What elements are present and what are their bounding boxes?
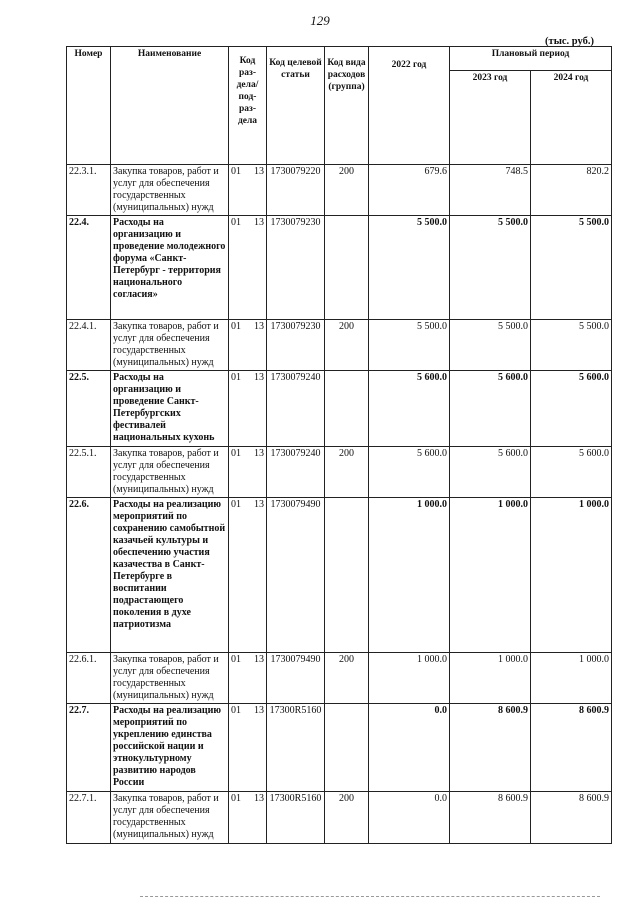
row-2023: 1 000.0 <box>450 653 531 704</box>
row-name: Расходы на организацию и проведение Санкт-Петербургских фестивалей национальных кухонь <box>111 371 229 447</box>
row-name: Закупка товаров, работ и услуг для обеспечения государственных (муниципальных) нужд <box>111 792 229 844</box>
row-target-code: 1730079240 <box>267 447 325 498</box>
row-2022: 0.0 <box>369 704 450 792</box>
row-name: Расходы на реализацию мероприятий по укреплению единства российской нации и этнокультурному развитию народов России <box>111 704 229 792</box>
row-expense-type: 200 <box>325 792 369 844</box>
row-expense-type: 200 <box>325 653 369 704</box>
row-expense-type <box>325 371 369 447</box>
row-number: 22.6. <box>67 498 111 653</box>
row-razdel: 01 13 <box>229 320 267 371</box>
row-number: 22.5. <box>67 371 111 447</box>
row-2024: 5 600.0 <box>531 447 612 498</box>
row-2024: 1 000.0 <box>531 498 612 653</box>
row-expense-type: 200 <box>325 447 369 498</box>
header-razdel: Код раз-дела/ под-раз-дела <box>229 47 267 165</box>
page-number: 129 <box>310 13 330 28</box>
row-2023: 5 600.0 <box>450 447 531 498</box>
header-2023: 2023 год <box>450 71 531 165</box>
footer-divider <box>140 896 600 897</box>
row-2024: 5 600.0 <box>531 371 612 447</box>
row-2023: 8 600.9 <box>450 704 531 792</box>
row-expense-type <box>325 216 369 320</box>
row-2023: 1 000.0 <box>450 498 531 653</box>
row-name: Расходы на организацию и проведение молодежного форума «Санкт-Петербург - территория национального согласия» <box>111 216 229 320</box>
row-2024: 8 600.9 <box>531 792 612 844</box>
header-2024: 2024 год <box>531 71 612 165</box>
row-razdel: 01 13 <box>229 165 267 216</box>
row-2024: 8 600.9 <box>531 704 612 792</box>
row-number: 22.7.1. <box>67 792 111 844</box>
row-number: 22.4.1. <box>67 320 111 371</box>
table-row <box>67 371 612 447</box>
row-name: Закупка товаров, работ и услуг для обеспечения государственных (муниципальных) нужд <box>111 653 229 704</box>
row-number: 22.5.1. <box>67 447 111 498</box>
row-target-code: 1730079240 <box>267 371 325 447</box>
row-2024: 1 000.0 <box>531 653 612 704</box>
row-target-code: 1730079490 <box>267 653 325 704</box>
table-row <box>67 216 612 320</box>
row-razdel: 01 13 <box>229 216 267 320</box>
row-2024: 5 500.0 <box>531 320 612 371</box>
row-target-code: 17300R5160 <box>267 792 325 844</box>
row-expense-type: 200 <box>325 320 369 371</box>
header-name: Наименование <box>111 47 229 165</box>
table-row <box>67 498 612 653</box>
row-2023: 5 500.0 <box>450 216 531 320</box>
row-2022: 679.6 <box>369 165 450 216</box>
table-row <box>67 320 612 371</box>
table-row <box>67 704 612 792</box>
header-expense-type: Код вида расходов (группа) <box>325 47 369 165</box>
row-target-code: 1730079220 <box>267 165 325 216</box>
row-target-code: 1730079230 <box>267 216 325 320</box>
row-2022: 1 000.0 <box>369 653 450 704</box>
row-name: Закупка товаров, работ и услуг для обеспечения государственных (муниципальных) нужд <box>111 320 229 371</box>
units-label: (тыс. руб.) <box>545 36 594 47</box>
header-planned-period: Плановый период <box>450 47 612 71</box>
row-razdel: 01 13 <box>229 653 267 704</box>
row-razdel: 01 13 <box>229 371 267 447</box>
row-expense-type: 200 <box>325 165 369 216</box>
row-2022: 5 500.0 <box>369 320 450 371</box>
row-name: Закупка товаров, работ и услуг для обеспечения государственных (муниципальных) нужд <box>111 447 229 498</box>
header-2022: 2022 год <box>369 47 450 165</box>
row-razdel: 01 13 <box>229 792 267 844</box>
row-expense-type <box>325 498 369 653</box>
row-razdel: 01 13 <box>229 704 267 792</box>
row-2022: 5 600.0 <box>369 447 450 498</box>
row-2022: 5 600.0 <box>369 371 450 447</box>
row-target-code: 17300R5160 <box>267 704 325 792</box>
row-2023: 5 600.0 <box>450 371 531 447</box>
row-target-code: 1730079490 <box>267 498 325 653</box>
row-2022: 0.0 <box>369 792 450 844</box>
row-number: 22.7. <box>67 704 111 792</box>
row-2024: 820.2 <box>531 165 612 216</box>
table-row <box>67 653 612 704</box>
table-row <box>67 165 612 216</box>
row-razdel: 01 13 <box>229 447 267 498</box>
row-2024: 5 500.0 <box>531 216 612 320</box>
row-2023: 748.5 <box>450 165 531 216</box>
row-number: 22.4. <box>67 216 111 320</box>
row-name: Закупка товаров, работ и услуг для обеспечения государственных (муниципальных) нужд <box>111 165 229 216</box>
header-number: Номер <box>67 47 111 165</box>
row-number: 22.3.1. <box>67 165 111 216</box>
row-2022: 1 000.0 <box>369 498 450 653</box>
row-number: 22.6.1. <box>67 653 111 704</box>
row-2022: 5 500.0 <box>369 216 450 320</box>
table-row <box>67 447 612 498</box>
budget-table <box>66 46 612 844</box>
table-row <box>67 792 612 844</box>
row-expense-type <box>325 704 369 792</box>
row-name: Расходы на реализацию мероприятий по сохранению самобытной казачьей культуры и обеспечению участия казачества в Санкт-Петербурге в воспитании подрастающего поколения в духе патриотизма <box>111 498 229 653</box>
row-2023: 8 600.9 <box>450 792 531 844</box>
row-razdel: 01 13 <box>229 498 267 653</box>
header-target-code: Код целевой статьи <box>267 47 325 165</box>
row-2023: 5 500.0 <box>450 320 531 371</box>
row-target-code: 1730079230 <box>267 320 325 371</box>
